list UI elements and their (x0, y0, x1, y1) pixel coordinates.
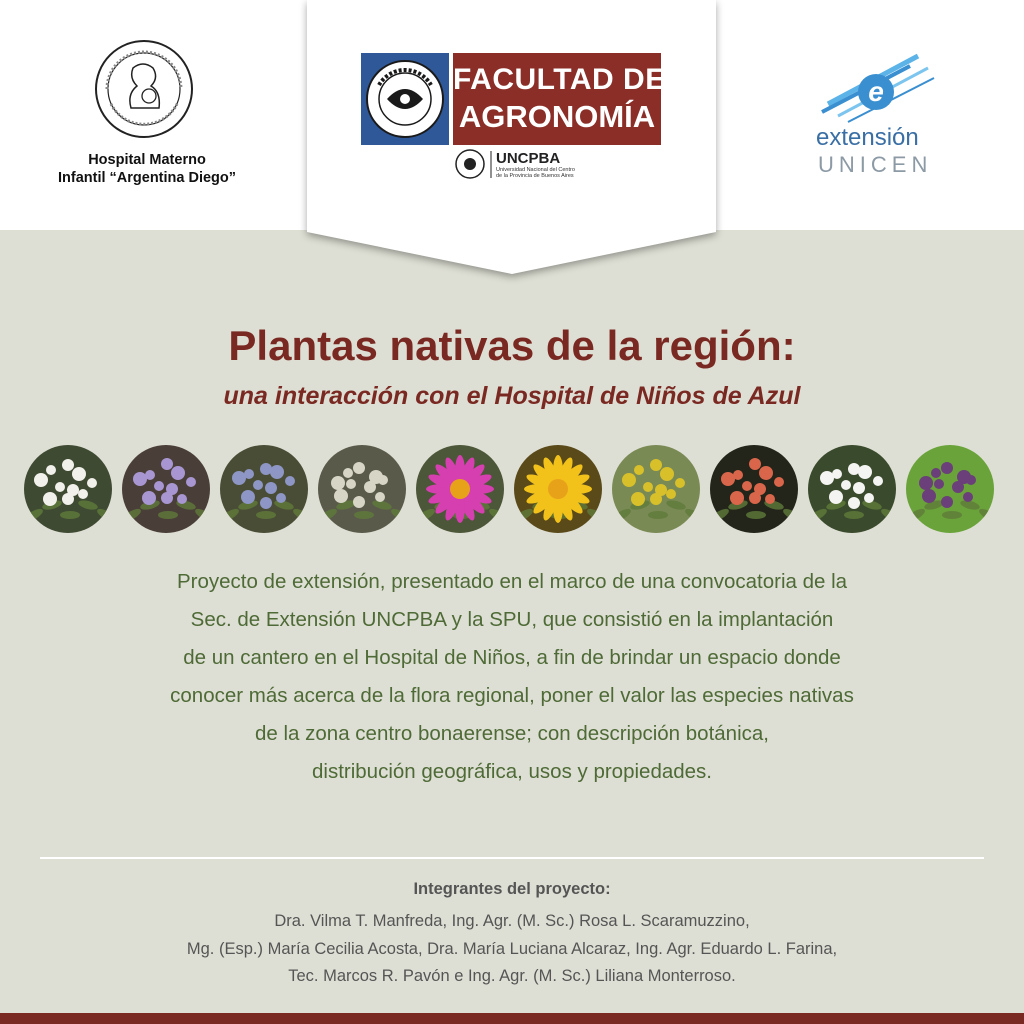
extension-word: extensión (816, 124, 919, 151)
university-abbr: UNCPBA (496, 150, 561, 167)
pale-flower-cluster-icon (318, 445, 406, 533)
white-flower-cluster-icon (24, 445, 112, 533)
flower-photo-row (24, 445, 1000, 535)
description-line: Proyecto de extensión, presentado en el marco de una convocatoria de la (176, 570, 848, 593)
red-tubular-flower-icon (710, 445, 798, 533)
university-full-name (496, 167, 575, 179)
team-line: Dra. Vilma T. Manfreda, Ing. Agr. (M. Sc.) Rosa L. Scaramuzzino, (274, 912, 750, 930)
hospital-name (30, 151, 264, 187)
hospital-name-line1: Hospital Materno (88, 152, 206, 168)
hospital-seal-icon (93, 38, 195, 140)
section-divider (40, 857, 984, 859)
lilac-flower-cluster-icon (122, 445, 210, 533)
university-full-line2: de la Provincia de Buenos Aires (496, 173, 574, 179)
extension-org: UNICEN (818, 152, 933, 177)
project-description (40, 563, 984, 791)
purple-verbena-icon (906, 445, 994, 533)
extension-e-icon (818, 52, 938, 124)
page-title: Plantas nativas de la región: (228, 322, 796, 369)
faculty-seal-icon (361, 53, 449, 145)
faculty-title-line1: FACULTAD DE (453, 63, 666, 96)
svg-text:e: e (868, 76, 884, 107)
page-subtitle: una interacción con el Hospital de Niños de Azul (223, 382, 801, 410)
yellow-daisy-icon (514, 445, 602, 533)
footer-bar (0, 1013, 1024, 1024)
faculty-title-line2: AGRONOMÍA (458, 99, 656, 134)
goldenrod-icon (612, 445, 700, 533)
team-line: Tec. Marcos R. Pavón e Ing. Agr. (M. Sc.) Liliana Monterroso. (288, 967, 736, 985)
blue-flower-cluster-icon (220, 445, 308, 533)
university-full-line1: Universidad Nacional del Centro (496, 167, 575, 173)
description-line: conocer más acerca de la flora regional, poner el valor las especies nativas (170, 684, 854, 707)
pink-daisy-icon (416, 445, 504, 533)
description-line: de la zona centro bonaerense; con descripción botánica, (255, 722, 769, 745)
description-line: de un cantero en el Hospital de Niños, a fin de brindar un espacio donde (183, 646, 841, 669)
description-line: distribución geográfica, usos y propiedades. (312, 760, 712, 783)
white-verbena-icon (808, 445, 896, 533)
faculty-name-box (453, 53, 666, 145)
hospital-name-line2: Infantil “Argentina Diego” (57, 170, 237, 186)
team-heading: Integrantes del proyecto: (413, 880, 611, 898)
description-line: Sec. de Extensión UNCPBA y la SPU, que consistió en la implantación (190, 608, 834, 631)
team-line: Mg. (Esp.) María Cecilia Acosta, Dra. María Luciana Alcaraz, Ing. Agr. Eduardo L. Farina, (186, 939, 838, 958)
team-members (0, 908, 1024, 991)
